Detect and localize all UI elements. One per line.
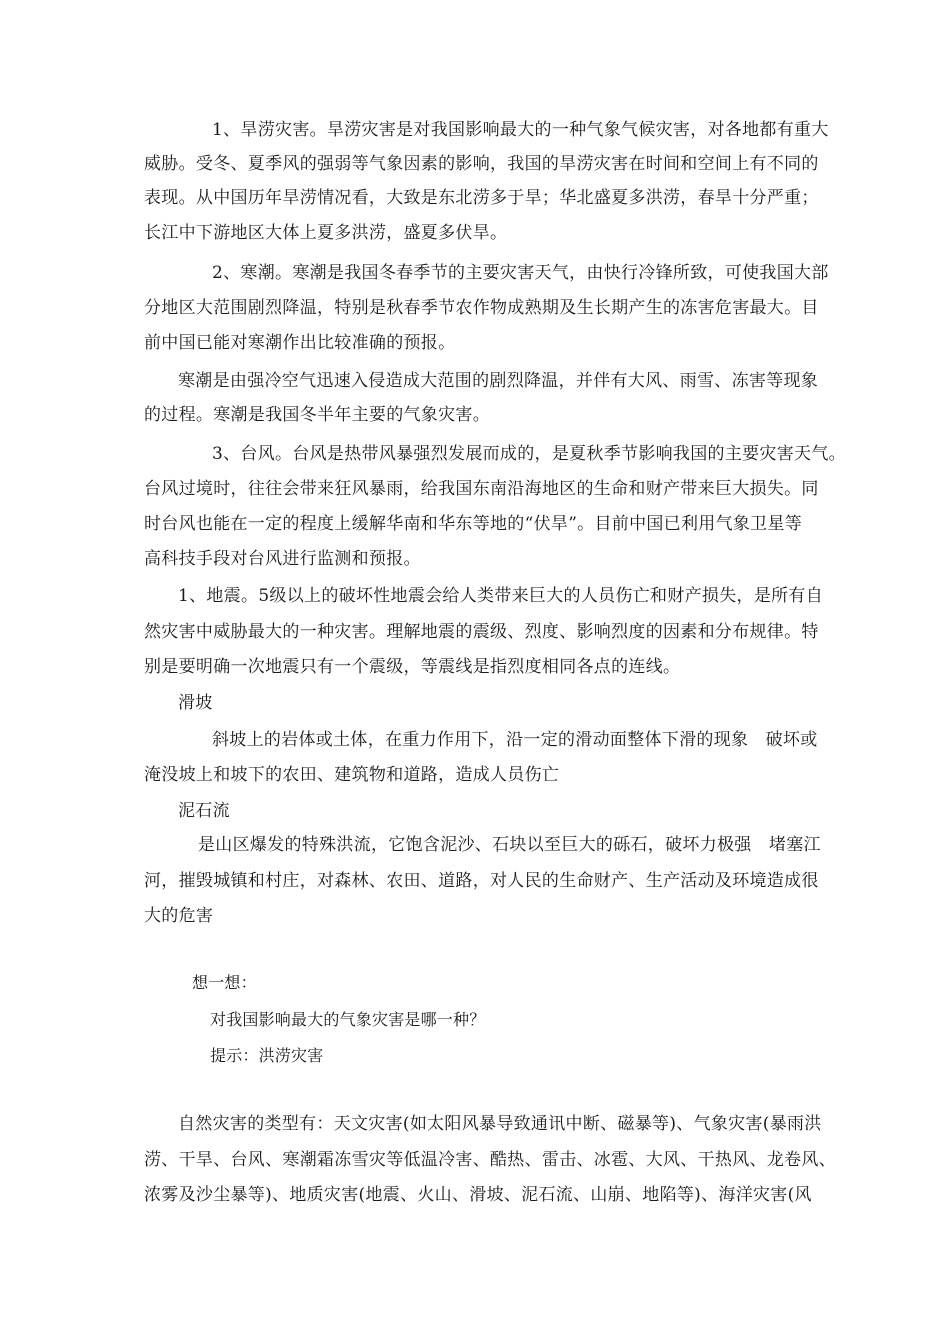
landslide-line-1: 斜坡上的岩体或土体，在重力作用下，沿一定的滑动面整体下滑的现象 破坏或 — [212, 730, 818, 750]
types-line-1: 自然灾害的类型有：天文灾害(如太阳风暴导致通讯中断、磁暴等)、气象灾害(暴雨洪 — [178, 1114, 822, 1134]
debris-title: 泥石流 — [178, 801, 230, 821]
cold-wave-line-3: 前中国已能对寒潮作出比较准确的预报。 — [144, 333, 456, 353]
types-line-3: 浓雾及沙尘暴等)、地质灾害(地震、火山、滑坡、泥石流、山崩、地陷等)、海洋灾害(风 — [144, 1185, 812, 1205]
drought-flood-line-3: 表现。从中国历年旱涝情况看，大致是东北涝多于旱；华北盛夏多洪涝，春旱十分严重； — [144, 188, 819, 208]
earthquake-line-2: 然灾害中威胁最大的一种灾害。理解地震的震级、烈度、影响烈度的因素和分布规律。特 — [144, 622, 819, 642]
cold-wave-line-1: 2、寒潮。寒潮是我国冬春季节的主要灾害天气，由快行冷锋所致，可使我国大部 — [212, 263, 829, 283]
typhoon-line-2: 台风过境时，往往会带来狂风暴雨，给我国东南沿海地区的生命和财产带来巨大损失。同 — [144, 479, 819, 499]
cold-wave-def-line-2: 的过程。寒潮是我国冬半年主要的气象灾害。 — [144, 405, 490, 425]
drought-flood-line-2: 威胁。受冬、夏季风的强弱等气象因素的影响，我国的旱涝灾害在时间和空间上有不同的 — [144, 154, 819, 174]
earthquake-line-1: 1、地震。5级以上的破坏性地震会给人类带来巨大的人员伤亡和财产损失，是所有自 — [178, 586, 824, 606]
cold-wave-def-line-1: 寒潮是由强冷空气迅速入侵造成大范围的剧烈降温，并伴有大风、雨雪、冻害等现象 — [178, 371, 819, 391]
think-hint: 提示：洪涝灾害 — [210, 1046, 324, 1065]
drought-flood-line-4: 长江中下游地区大体上夏多洪涝，盛夏多伏旱。 — [144, 223, 508, 243]
typhoon-line-3: 时台风也能在一定的程度上缓解华南和华东等地的“伏旱”。目前中国已利用气象卫星等 — [144, 514, 803, 534]
think-title: 想一想： — [192, 973, 257, 992]
think-question: 对我国影响最大的气象灾害是哪一种？ — [210, 1010, 486, 1029]
typhoon-line-1: 3、台风。台风是热带风暴强烈发展而成的，是夏秋季节影响我国的主要灾害天气。 — [212, 444, 846, 464]
typhoon-line-4: 高科技手段对台风进行监测和预报。 — [144, 549, 421, 569]
cold-wave-line-2: 分地区大范围剧烈降温，特别是秋春季节农作物成熟期及生长期产生的冻害危害最大。目 — [144, 298, 819, 318]
landslide-title: 滑坡 — [178, 693, 213, 713]
types-line-2: 涝、干旱、台风、寒潮霜冻雪灾等低温冷害、酷热、雷击、冰雹、大风、干热风、龙卷风、 — [144, 1150, 836, 1170]
debris-line-3: 大的危害 — [144, 906, 214, 926]
debris-line-1: 是山区爆发的特殊洪流，它饱含泥沙、石块以至巨大的砾石，破坏力极强 堵塞江 — [198, 835, 821, 855]
landslide-line-2: 淹没坡上和坡下的农田、建筑物和道路，造成人员伤亡 — [144, 765, 560, 785]
debris-line-2: 河，摧毁城镇和村庄，对森林、农田、道路，对人民的生命财产、生产活动及环境造成很 — [144, 871, 819, 891]
earthquake-line-3: 别是要明确一次地震只有一个震级，等震线是指烈度相同各点的连线。 — [144, 657, 681, 677]
drought-flood-line-1: 1、旱涝灾害。旱涝灾害是对我国影响最大的一种气象气候灾害，对各地都有重大 — [212, 120, 829, 140]
